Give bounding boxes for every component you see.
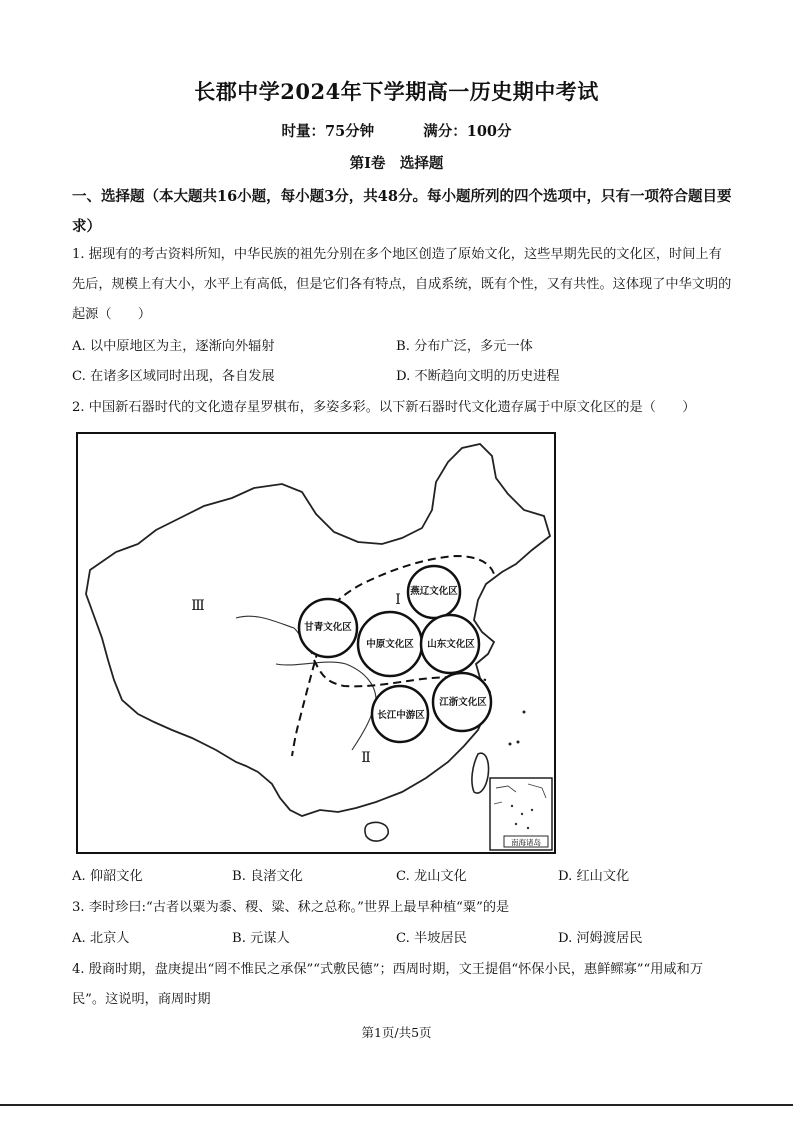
region-jiangzhe-label: 江浙文化区 xyxy=(439,697,487,708)
question-1-option-a[interactable]: A. 以中原地区为主，逐渐向外辐射 xyxy=(72,339,275,354)
zone-3-label: Ⅲ xyxy=(191,598,205,614)
zone-2-label: Ⅱ xyxy=(361,750,371,766)
bottom-rule xyxy=(0,1104,793,1106)
question-2-option-b[interactable]: B. 良渚文化 xyxy=(232,869,303,884)
question-1-options-row2 xyxy=(72,362,732,392)
question-3-stem: 3. 李时珍曰:“古者以粟为黍、稷、粱、秫之总称。”世界上最早种植“粟”的是 xyxy=(72,900,510,915)
question-2-option-d[interactable]: D. 红山文化 xyxy=(558,869,630,884)
section-heading: 一、选择题（本大题共16小题，每小题3分，共48分。每小题所列的四个选项中，只有一项符合题目要求） xyxy=(72,188,732,235)
question-1-stem: 1. 据现有的考古资料所知，中华民族的祖先分别在多个地区创造了原始文化，这些早期先民的文化区，时间上有先后，规模上有大小，水平上有高低，但是它们各有特点，自成系统，既有个性，又有共性。这体现了中华文明的起源（ ） xyxy=(72,247,732,322)
china-neolithic-map xyxy=(76,432,556,854)
question-4-stem: 4. 殷商时期，盘庚提出“罔不惟民之承保”“式敷民德”；西周时期，文王提倡“怀保小民，惠鲜鳏寡”“用咸和万民”。这说明，商周时期 xyxy=(72,962,704,1007)
question-1-option-d[interactable]: D. 不断趋向文明的历史进程 xyxy=(396,369,560,384)
question-3-option-d[interactable]: D. 河姆渡居民 xyxy=(558,931,643,946)
question-3-option-b[interactable]: B. 元谋人 xyxy=(232,931,290,946)
question-1-options-row1 xyxy=(72,332,732,362)
question-3-options xyxy=(72,924,732,954)
page-footer: 第1页/共5页 xyxy=(361,1025,432,1040)
region-zhongyuan-label: 中原文化区 xyxy=(366,639,414,650)
question-2-option-a[interactable]: A. 仰韶文化 xyxy=(72,869,143,884)
question-2-options xyxy=(72,862,732,892)
region-yanliao-label: 燕辽文化区 xyxy=(410,586,458,597)
region-ganqing-label: 甘青文化区 xyxy=(304,622,352,633)
score-label: 满分：100分 xyxy=(423,123,512,140)
zone-1-label: Ⅰ xyxy=(395,592,401,608)
region-changjiang-label: 长江中游区 xyxy=(377,710,425,721)
question-3-option-a[interactable]: A. 北京人 xyxy=(72,931,130,946)
region-shandong-label: 山东文化区 xyxy=(427,639,475,650)
time-label: 时量：75分钟 xyxy=(281,123,375,140)
question-1-option-b[interactable]: B. 分布广泛，多元一体 xyxy=(396,339,533,354)
question-3-option-c[interactable]: C. 半坡居民 xyxy=(396,931,467,946)
inset-label: 南海诸岛 xyxy=(511,838,541,847)
question-2-stem: 2. 中国新石器时代的文化遗存星罗棋布，多姿多彩。以下新石器时代文化遗存属于中原文化区的是（ ） xyxy=(72,400,696,415)
volume-heading: 第Ⅰ卷 选择题 xyxy=(349,155,444,172)
exam-meta xyxy=(0,120,793,141)
exam-title: 长郡中学2024年下学期高一历史期中考试 xyxy=(194,79,599,104)
question-1-option-c[interactable]: C. 在诸多区域同时出现，各自发展 xyxy=(72,369,275,384)
question-2-option-c[interactable]: C. 龙山文化 xyxy=(396,869,467,884)
